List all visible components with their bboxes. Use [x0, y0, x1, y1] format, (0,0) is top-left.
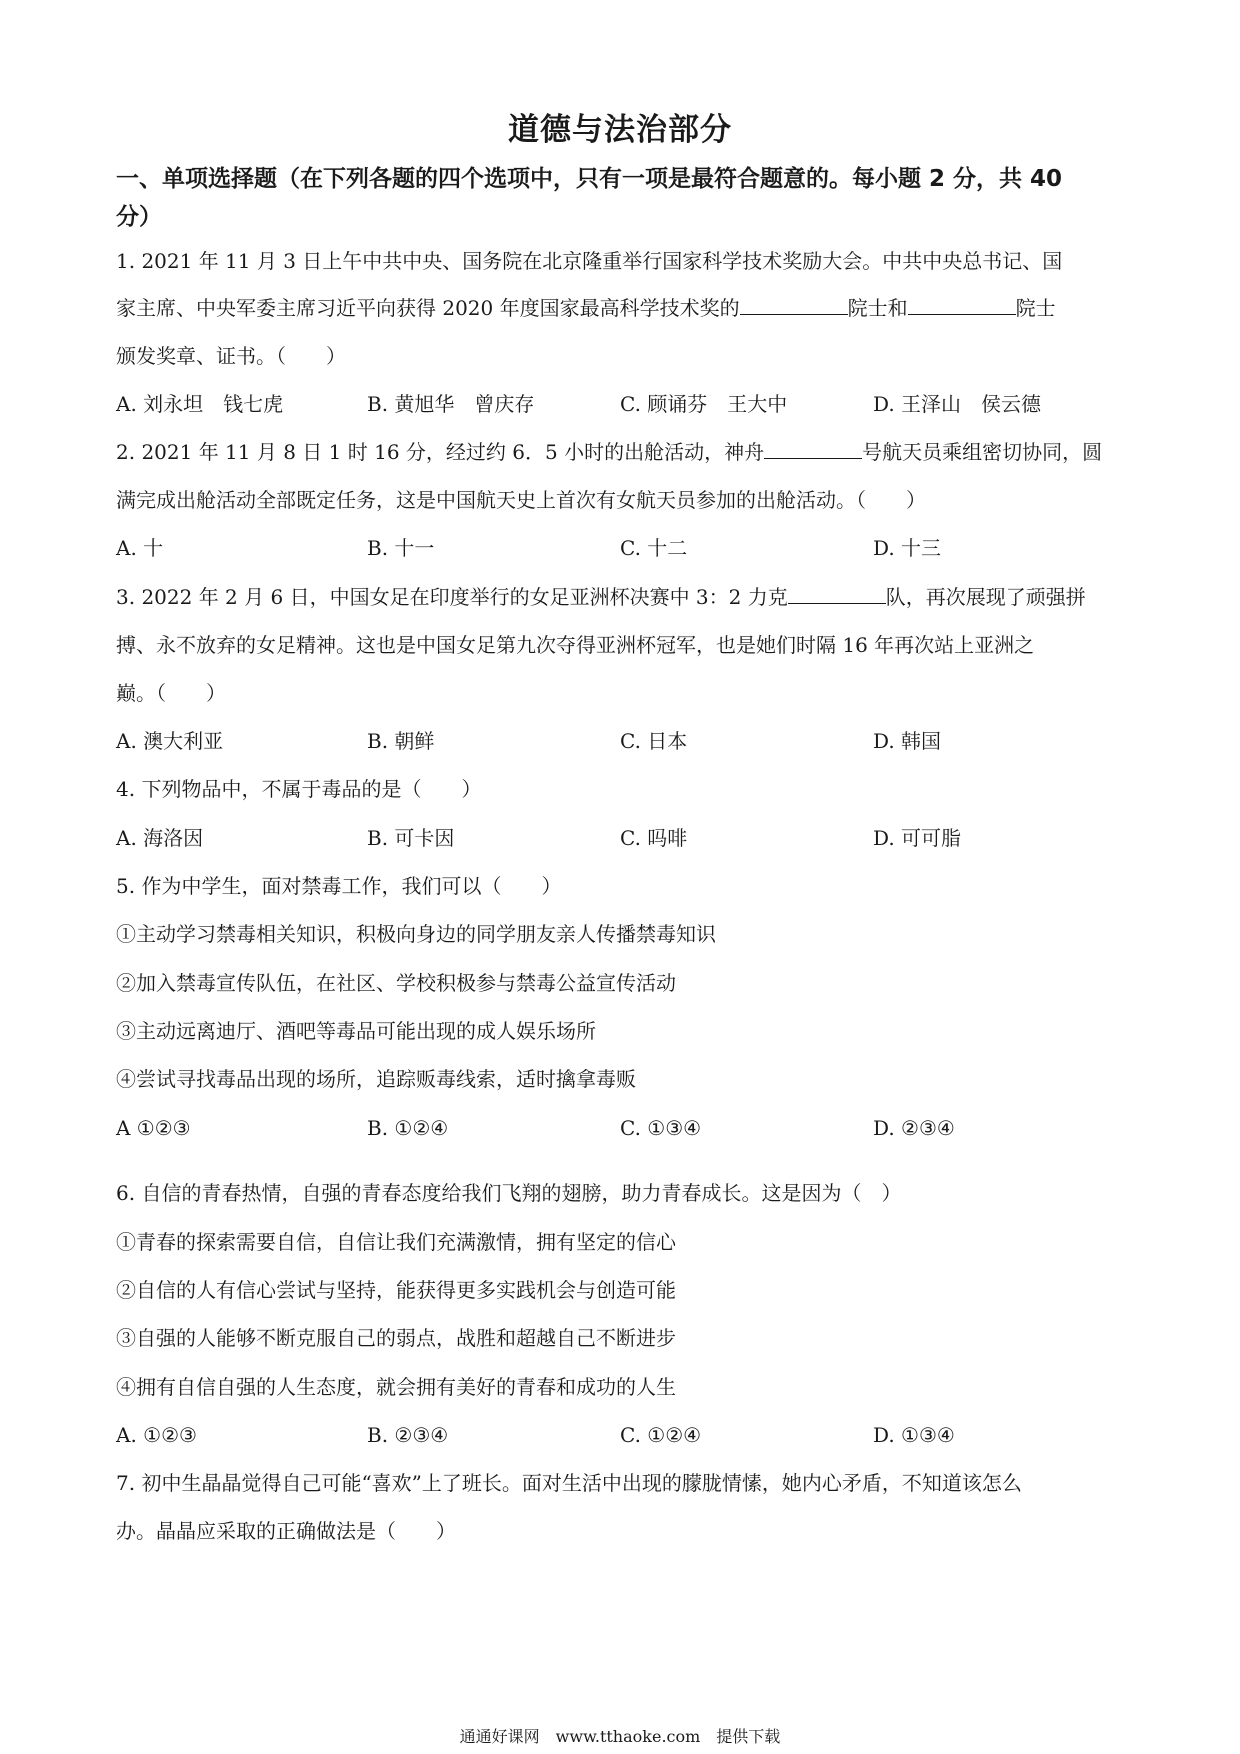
q1-stem-text-c: 院士 [1015, 296, 1056, 320]
q6-stem: 6. 自信的青春热情，自强的青春态度给我们飞翔的翅膀，助力青春成长。这是因为（ ） [116, 1181, 902, 1205]
q1-answer-blank-1 [740, 294, 848, 315]
q4-option-c: C. 吗啡 [620, 826, 688, 850]
q3-option-c: C. 日本 [620, 729, 688, 753]
section-heading [116, 160, 1130, 236]
q3-stem-line-3: 巅。（ ） [116, 681, 226, 705]
q1-stem-line-3: 颁发奖章、证书。（ ） [116, 344, 346, 368]
q2-stem-text-b: 号航天员乘组密切协同，圆 [862, 440, 1103, 464]
q5-option-b: B. ①②④ [367, 1116, 449, 1140]
q1-option-a: A. 刘永坦 钱七虎 [116, 392, 284, 416]
q3-option-d: D. 韩国 [873, 729, 942, 753]
q3-stem-line-2: 搏、永不放弃的女足精神。这也是中国女足第九次夺得亚洲杯冠军，也是她们时隔 16 年再次站上亚洲之 [116, 633, 1035, 657]
q6-option-c: C. ①②④ [620, 1423, 702, 1447]
q6-statement-3: ③自强的人能够不断克服自己的弱点，战胜和超越自己不断进步 [116, 1326, 676, 1350]
q2-option-c: C. 十二 [620, 536, 688, 560]
q6-option-b: B. ②③④ [367, 1423, 449, 1447]
q5-statement-2: ②加入禁毒宣传队伍，在社区、学校积极参与禁毒公益宣传活动 [116, 971, 676, 995]
q7-stem-line-2: 办。晶晶应采取的正确做法是（ ） [116, 1519, 456, 1543]
q1-option-b: B. 黄旭华 曾庆存 [367, 392, 535, 416]
q3-stem-text-a: 3. 2022 年 2 月 6 日，中国女足在印度举行的女足亚洲杯决赛中 3：2 力克 [116, 585, 788, 609]
q2-stem-text-a: 2. 2021 年 11 月 8 日 1 时 16 分，经过约 6．5 小时的出舱活动，神舟 [116, 440, 765, 464]
q6-option-d: D. ①③④ [873, 1423, 955, 1447]
q3-stem-line-1 [116, 582, 1136, 612]
q6-statement-1: ①青春的探索需要自信，自信让我们充满激情，拥有坚定的信心 [116, 1230, 676, 1254]
q3-option-a: A. 澳大利亚 [116, 729, 224, 753]
q4-option-a: A. 海洛因 [116, 826, 204, 850]
q5-statement-1: ①主动学习禁毒相关知识，积极向身边的同学朋友亲人传播禁毒知识 [116, 922, 716, 946]
q4-option-b: B. 可卡因 [367, 826, 455, 850]
q6-statement-4: ④拥有自信自强的人生态度，就会拥有美好的青春和成功的人生 [116, 1375, 676, 1399]
q3-stem-text-b: 队，再次展现了顽强拼 [885, 585, 1086, 609]
q2-option-d: D. 十三 [873, 536, 942, 560]
q1-stem-line-2 [116, 293, 1136, 323]
q1-option-d: D. 王泽山 侯云德 [873, 392, 1042, 416]
page-title: 道德与法治部分 [508, 112, 732, 148]
q3-answer-blank [788, 583, 886, 604]
q2-option-a: A. 十 [116, 536, 164, 560]
page-footer: 通通好课网 www.tthaoke.com 提供下载 [459, 1727, 781, 1746]
q2-stem-line-2: 满完成出舱活动全部既定任务，这是中国航天史上首次有女航天员参加的出舱活动。（ ） [116, 488, 926, 512]
q2-option-b: B. 十一 [367, 536, 435, 560]
q2-answer-blank [764, 438, 862, 459]
q6-statement-2: ②自信的人有信心尝试与坚持，能获得更多实践机会与创造可能 [116, 1278, 676, 1302]
q7-stem-line-1: 7. 初中生晶晶觉得自己可能“喜欢”上了班长。面对生活中出现的朦胧情愫，她内心矛盾，不知道该怎么 [116, 1471, 1022, 1495]
q1-stem-line-1: 1. 2021 年 11 月 3 日上午中共中央、国务院在北京隆重举行国家科学技术奖励大会。中共中央总书记、国 [116, 249, 1063, 273]
q4-option-d: D. 可可脂 [873, 826, 962, 850]
q5-option-d: D. ②③④ [873, 1116, 955, 1140]
q5-stem: 5. 作为中学生，面对禁毒工作，我们可以（ ） [116, 874, 562, 898]
q5-statement-3: ③主动远离迪厅、酒吧等毒品可能出现的成人娱乐场所 [116, 1019, 596, 1043]
q3-option-b: B. 朝鲜 [367, 729, 435, 753]
q5-option-a: A ①②③ [116, 1116, 191, 1140]
q5-statement-4: ④尝试寻找毒品出现的场所，追踪贩毒线索，适时擒拿毒贩 [116, 1067, 636, 1091]
q1-stem-text-a: 家主席、中央军委主席习近平向获得 2020 年度国家最高科学技术奖的 [116, 296, 740, 320]
section-heading-line-2: 分） [116, 204, 162, 230]
q1-option-c: C. 顾诵芬 王大中 [620, 392, 788, 416]
q1-answer-blank-2 [908, 294, 1016, 315]
section-heading-line-1: 一、单项选择题（在下列各题的四个选项中，只有一项是最符合题意的。每小题 2 分，共 40 [116, 166, 1063, 192]
q6-option-a: A. ①②③ [116, 1423, 197, 1447]
q2-stem-line-1 [116, 437, 1136, 467]
q4-stem: 4. 下列物品中，不属于毒品的是（ ） [116, 777, 482, 801]
q5-option-c: C. ①③④ [620, 1116, 702, 1140]
q1-stem-text-b: 院士和 [847, 296, 908, 320]
